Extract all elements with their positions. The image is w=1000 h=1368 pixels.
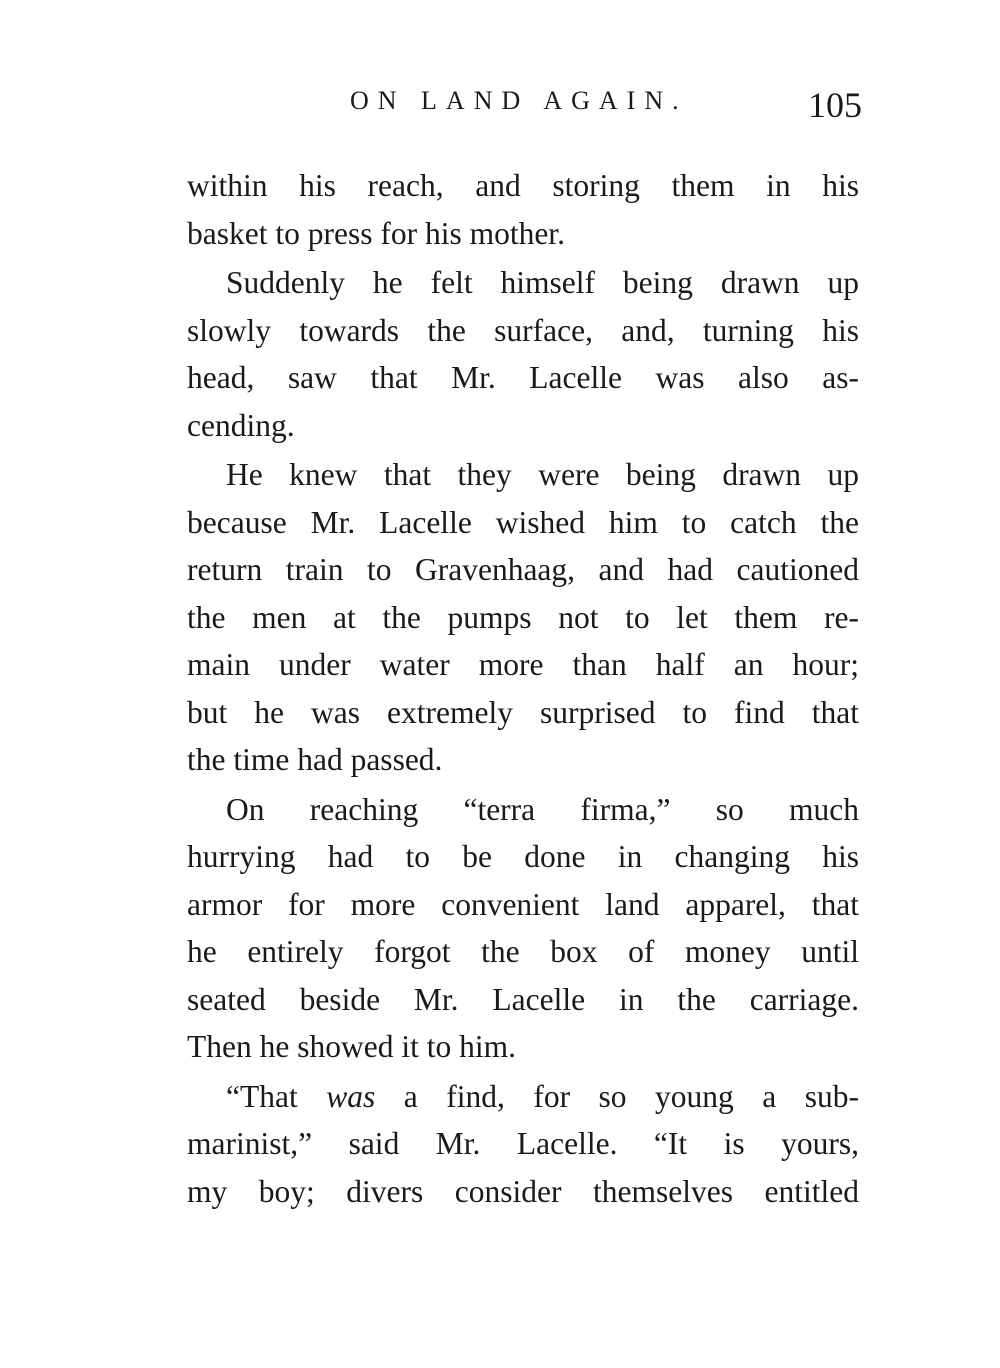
text-line: he entirely forgot the box of money until [187,934,859,969]
text-fragment: a find, for so young a sub- [403,1078,860,1114]
page-number: 105 [808,85,862,125]
text-line: He knew that they were being drawn up [226,457,859,492]
paragraph [187,162,859,257]
text-line: but he was extremely surprised to find that [187,694,859,730]
italic-word: was [326,1078,376,1114]
text-line: Then he showed it to him. [187,1029,516,1064]
text-fragment: “That [226,1078,298,1114]
text-line: seated beside Mr. Lacelle in the carriage. [187,981,859,1017]
text-line [187,1073,859,1121]
text-line: my boy; divers consider themselves entitled [187,1173,859,1209]
text-line: head, saw that Mr. Lacelle was also as- [187,360,859,395]
paragraph [187,1073,859,1216]
paragraph [187,259,859,449]
text-line: hurrying had to be done in changing his [187,839,859,874]
text-line: the time had passed. [187,742,443,777]
body-text [187,162,859,1215]
text-line: marinist,” said Mr. Lacelle. “It is yours, [187,1126,859,1161]
text-line: basket to press for his mother. [187,215,565,251]
text-line: Suddenly he felt himself being drawn up [226,265,859,300]
text-line: main under water more than half an hour; [187,647,859,682]
text-line: within his reach, and storing them in his [187,168,859,203]
paragraph [187,451,859,784]
text-line: armor for more convenient land apparel, that [187,886,859,922]
text-line: because Mr. Lacelle wished him to catch the [187,504,859,540]
text-line: slowly towards the surface, and, turning his [187,312,859,348]
text-line: return train to Gravenhaag, and had cautioned [187,552,859,587]
paragraph [187,786,859,1071]
text-line: cending. [187,407,295,443]
text-line: the men at the pumps not to let them re- [187,599,859,635]
running-head: ON LAND AGAIN. [350,86,688,115]
text-line: On reaching “terra firma,” so much [226,791,859,827]
